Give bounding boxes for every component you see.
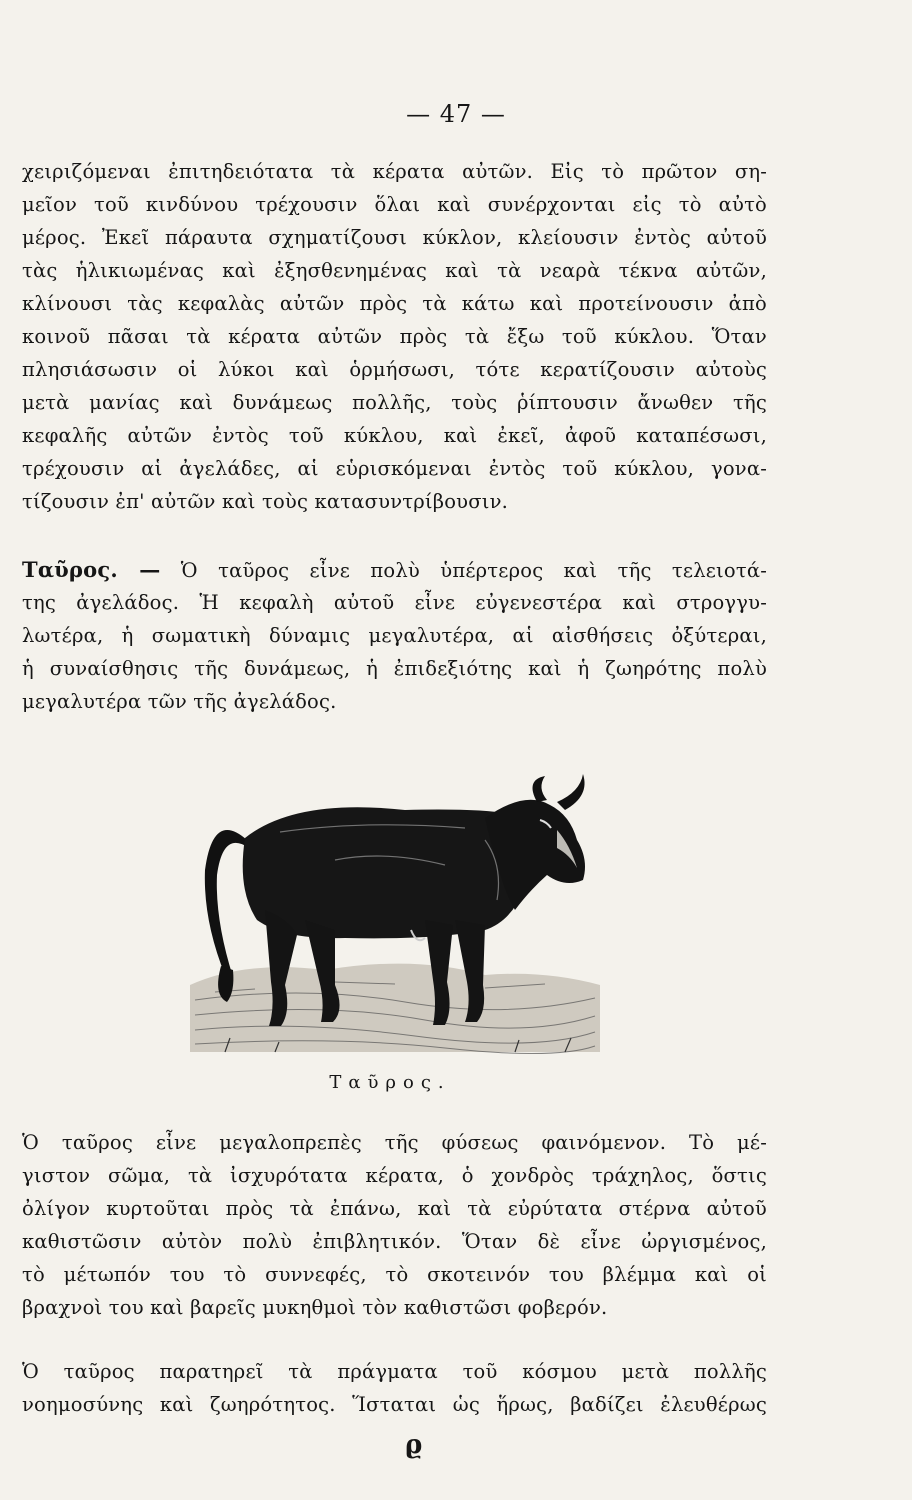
bull-illustration xyxy=(185,770,605,1060)
text-line: μεῖον τοῦ κινδύνου τρέχουσιν ὅλαι καὶ συνέρχονται εἰς τὸ αὐτὸ xyxy=(22,193,767,216)
paragraph-bull-intro xyxy=(22,553,767,718)
text-line: μέρος. Ἐκεῖ πάραυτα σχηματίζουσι κύκλον, κλείουσιν ἐντὸς αὐτοῦ xyxy=(22,226,767,249)
text-line: κλίνουσι τὰς κεφαλὰς αὐτῶν πρὸς τὰ κάτω καὶ προτείνουσιν ἀπὸ xyxy=(22,292,767,315)
bull-engraving xyxy=(185,770,605,1060)
paragraph-bull-behavior xyxy=(22,1355,767,1421)
text-line: τὸ μέτωπόν του τὸ συννεφές, τὸ σκοτεινόν του βλέμμα καὶ οἱ xyxy=(22,1263,767,1286)
text-line: ἡ συναίσθησις τῆς δυνάμεως, ἡ ἐπιδεξιότης καὶ ἡ ζωηρότης πολὺ xyxy=(22,657,767,680)
text-line: μετὰ μανίας καὶ δυνάμεως πολλῆς, τοὺς ῥίπτουσιν ἄνωθεν τῆς xyxy=(22,391,767,414)
text-line: τὰς ἡλικιωμένας καὶ ἐξησθενημένας καὶ τὰ νεαρὰ τέκνα αὐτῶν, xyxy=(22,259,767,282)
signature-mark: ϱ xyxy=(405,1430,423,1460)
text-line: νοημοσύνης καὶ ζωηρότητος. Ἵσταται ὡς ἥρως, βαδίζει ἐλευθέρως xyxy=(22,1393,767,1416)
text-line: μεγαλυτέρα τῶν τῆς ἀγελάδος. xyxy=(22,690,337,713)
text-line: τίζουσιν ἐπ' αὐτῶν καὶ τοὺς κατασυντρίβουσιν. xyxy=(22,490,509,513)
figure-caption: Ταῦρος. xyxy=(329,1072,451,1093)
text-line-with-heading xyxy=(22,553,767,586)
text-line: γιστον σῶμα, τὰ ἰσχυρότατα κέρατα, ὁ χονδρὸς τράχηλος, ὅστις xyxy=(22,1164,767,1187)
text-line: Ὁ ταῦρος εἶνε πολὺ ὑπέρτερος καὶ τῆς τελειοτά- xyxy=(180,559,767,582)
text-line: βραχνοὶ του καὶ βαρεῖς μυκηθμοὶ τὸν καθιστῶσι φοβερόν. xyxy=(22,1296,608,1319)
text-line: χειριζόμεναι ἐπιτηδειότατα τὰ κέρατα αὐτῶν. Εἰς τὸ πρῶτον ση- xyxy=(22,160,767,183)
paragraph-bull-appearance xyxy=(22,1126,767,1324)
text-line: λωτέρα, ἡ σωματικὴ δύναμις μεγαλυτέρα, αἱ αἰσθήσεις ὀξύτεραι, xyxy=(22,624,767,647)
text-line: κοινοῦ πᾶσαι τὰ κέρατα αὐτῶν πρὸς τὰ ἔξω τοῦ κύκλου. Ὅταν xyxy=(22,325,767,348)
section-heading: Ταῦρος. — xyxy=(22,557,161,582)
text-line: ὀλίγον κυρτοῦται πρὸς τὰ ἐπάνω, καὶ τὰ εὐρύτατα στέρνα αὐτοῦ xyxy=(22,1197,767,1220)
text-line: Ὁ ταῦρος παρατηρεῖ τὰ πράγματα τοῦ κόσμου μετὰ πολλῆς xyxy=(22,1360,767,1383)
text-line: κεφαλῆς αὐτῶν ἐντὸς τοῦ κύκλου, καὶ ἐκεῖ, ἀφοῦ καταπέσωσι, xyxy=(22,424,767,447)
text-line: Ὁ ταῦρος εἶνε μεγαλοπρεπὲς τῆς φύσεως φαινόμενον. Τὸ μέ- xyxy=(22,1131,767,1154)
text-line: τρέχουσιν αἱ ἀγελάδες, αἱ εὑρισκόμεναι ἐντὸς τοῦ κύκλου, γονα- xyxy=(22,457,767,480)
page-number: — 47 — xyxy=(406,100,506,128)
text-line: της ἀγελάδος. Ἡ κεφαλὴ αὐτοῦ εἶνε εὐγενεστέρα καὶ στρογγυ- xyxy=(22,591,767,614)
text-line: πλησιάσωσιν οἱ λύκοι καὶ ὁρμήσωσι, τότε κερατίζουσιν αὐτοὺς xyxy=(22,358,767,381)
text-line: καθιστῶσιν αὐτὸν πολὺ ἐπιβλητικόν. Ὅταν δὲ εἶνε ὠργισμένος, xyxy=(22,1230,767,1253)
paragraph-cows-defense xyxy=(22,155,767,518)
